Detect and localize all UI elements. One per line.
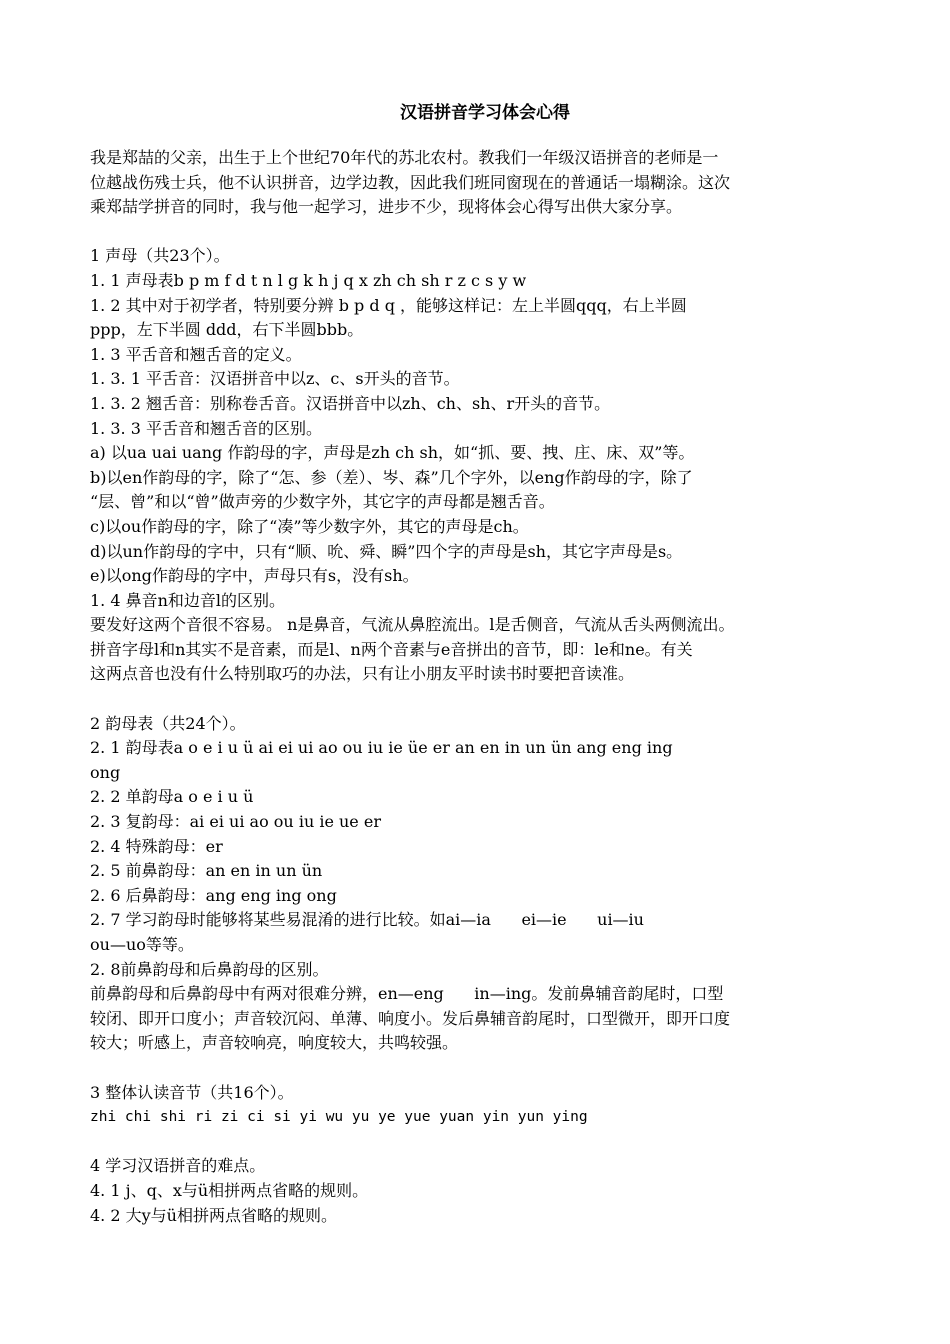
text-line: 4 学习汉语拼音的难点。 — [90, 1156, 266, 1176]
text-line: 3 整体认读音节（共16个）。 — [90, 1082, 294, 1102]
blank-line — [90, 687, 880, 712]
text-line: 4. 2 大y与ü相拼两点省略的规则。 — [90, 1205, 337, 1225]
text-line: 2. 3 复韵母：ai ei ui ao ou iu ie ue er — [90, 812, 381, 832]
text-line: 1 声母（共23个）。 — [90, 246, 230, 266]
text-line: 1. 4 鼻音n和边音l的区别。 — [90, 590, 286, 610]
text-line: d)以un作韵母的字中，只有“顺、吮、舜、瞬”四个字的声母是sh，其它字声母是s。 — [90, 541, 683, 561]
text-line: 4. 1 j、q、x与ü相拼两点省略的规则。 — [90, 1180, 369, 1200]
text-line: 2. 4 特殊韵母：er — [90, 836, 223, 856]
text-line: 我是郑喆的父亲，出生于上个世纪70年代的苏北农村。教我们一年级汉语拼音的老师是一 — [90, 148, 719, 167]
text-line: 1. 3. 2 翘舌音：别称卷舌音。汉语拼音中以zh、ch、sh、r开头的音节。 — [90, 393, 611, 413]
text-line: “层、曾”和以“曾”做声旁的少数字外，其它字的声母都是翘舌音。 — [90, 492, 555, 512]
text-line: 2. 6 后鼻韵母：ang eng ing ong — [90, 885, 337, 905]
text-line: 较闭、即开口度小；声音较沉闷、单薄、响度小。发后鼻辅音韵尾时，口型微开，即开口度 — [90, 1008, 731, 1028]
text-line: ppp，左下半圆 ddd，右下半圆bbb。 — [90, 320, 364, 340]
text-line: 乘郑喆学拼音的同时，我与他一起学习，进步不少，现将体会心得写出供大家分享。 — [90, 197, 683, 217]
text-line: 1. 3 平舌音和翘舌音的定义。 — [90, 344, 302, 364]
text-line: 2. 7 学习韵母时能够将某些易混淆的进行比较。如ai—ia ei—ie ui—iu — [90, 910, 644, 930]
text-line: zhi chi shi ri zi ci si yi wu yu ye yue yuan yin yun ying — [90, 1109, 588, 1126]
text-line: 这两点音也没有什么特别取巧的办法，只有让小朋友平时读书时要把音读准。 — [90, 664, 635, 684]
text-line: 前鼻韵母和后鼻韵母中有两对很难分辨，en—eng in—ing。发前鼻辅音韵尾时，口型 — [90, 984, 724, 1004]
text-line: b)以en作韵母的字，除了“怎、参（差）、岑、森”几个字外，以eng作韵母的字，除了 — [90, 467, 693, 487]
text-line: 较大；听感上，声音较响亮，响度较大，共鸣较强。 — [90, 1033, 459, 1053]
text-line: 2. 1 韵母表a o e i u ü ai ei ui ao ou iu ie üe er an en in un ün ang eng ing — [90, 738, 673, 758]
document-page — [90, 98, 880, 1228]
text-line: ou—uo等等。 — [90, 935, 194, 954]
text-line: e)以ong作韵母的字中，声母只有s，没有sh。 — [90, 566, 419, 586]
text-line: 2. 5 前鼻韵母：an en in un ün — [90, 861, 323, 881]
text-line: a) 以ua uai uang 作韵母的字，声母是zh ch sh，如“抓、要、拽、庄、床、双”等。 — [90, 443, 695, 463]
text-line: 2. 8前鼻韵母和后鼻韵母的区别。 — [90, 959, 329, 979]
text-line: 位越战伤残士兵，他不认识拼音，边学边教，因此我们班同窗现在的普通话一塌糊涂。这次 — [90, 172, 731, 192]
text-line: 要发好这两个音很不容易。 n是鼻音，气流从鼻腔流出。l是舌侧音，气流从舌头两侧流出。 — [90, 615, 735, 635]
blank-line — [90, 1130, 880, 1155]
text-line: 2 韵母表（共24个）。 — [90, 713, 246, 733]
text-line: 1. 3. 1 平舌音：汉语拼音中以z、c、s开头的音节。 — [90, 369, 460, 389]
text-line: 2. 2 单韵母a o e i u ü — [90, 787, 254, 807]
text-line: 1. 3. 3 平舌音和翘舌音的区别。 — [90, 418, 322, 438]
document-body — [90, 146, 880, 1228]
blank-line — [90, 220, 880, 245]
text-line: ong — [90, 762, 121, 782]
text-line: 拼音字母l和n其实不是音素，而是l、n两个音素与e音拼出的音节，即：le和ne。有关 — [90, 639, 693, 659]
text-line: c)以ou作韵母的字，除了“凑”等少数字外，其它的声母是ch。 — [90, 516, 529, 536]
text-line: 1. 2 其中对于初学者，特别要分辨 b p d q ，能够这样记：左上半圆qqq，右上半圆 — [90, 295, 687, 315]
blank-line — [90, 1056, 880, 1081]
text-line: 1. 1 声母表b p m f d t n l g k h j q x zh ch sh r z c s y w — [90, 270, 527, 290]
document-title: 汉语拼音学习体会心得 — [400, 103, 570, 123]
